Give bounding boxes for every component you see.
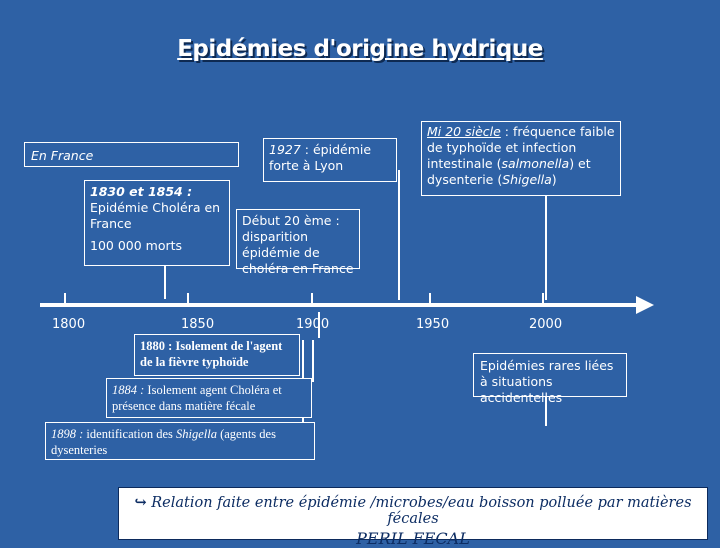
year-1800: 1800 [52,317,86,332]
box-1927-year: 1927 [269,142,301,157]
en-france-label: En France [31,148,94,163]
box-1898-text1: identification des [83,427,176,441]
box-1898-text2: (agents des dysenteries [51,427,276,457]
conclusion-box [118,487,708,548]
conclusion-line2: PERIL FECAL [356,529,470,548]
box-mi-20-text2: ) et dysenterie ( [427,156,591,187]
box-1880 [134,334,300,376]
shigella-text: Shigella [502,172,552,187]
year-2000: 2000 [529,317,563,332]
box-mi-20-text1: : fréquence faible de typhoïde et infection intestinale ( [427,124,615,171]
box-1898 [45,422,315,460]
box-1830-text: Epidémie Choléra en France [90,200,221,231]
year-1900: 1900 [296,317,330,332]
conclusion-line1: Relation faite entre épidémie /microbes/eau boisson polluée par matières fécales [151,495,692,527]
box-rares-text: Epidémies rares liées à situations accidentelles [480,358,614,405]
box-1927-text: : épidémie forte à Lyon [269,142,372,173]
box-mi-20-text3: ) [551,172,557,187]
box-1830-deaths: 100 000 morts [90,238,183,253]
box-epidemies-rares [473,353,627,405]
box-debut-20-text: Début 20 ème : disparition épidémie de choléra en France [242,213,354,276]
box-1898-year: 1898 : [51,427,84,441]
box-1830-title: 1830 et 1854 : [90,184,193,199]
box-1884-year: 1884 : [112,383,145,397]
year-1950: 1950 [416,317,450,332]
arrow-icon: ↪ [134,494,147,511]
year-1850: 1850 [181,317,215,332]
box-1884-text: Isolement agent Choléra et présence dans matière fécale [112,383,282,413]
page-title: Epidémies d'origine hydrique [177,36,543,62]
box-1880-text: 1880 : Isolement de l'agent de la fièvre typhoïde [140,339,283,369]
box-1898-shigella: Shigella [175,427,217,441]
salmonella-text: salmonella [501,156,570,171]
box-mi-20-label: Mi 20 siècle [427,124,501,139]
box-1884 [106,378,312,418]
